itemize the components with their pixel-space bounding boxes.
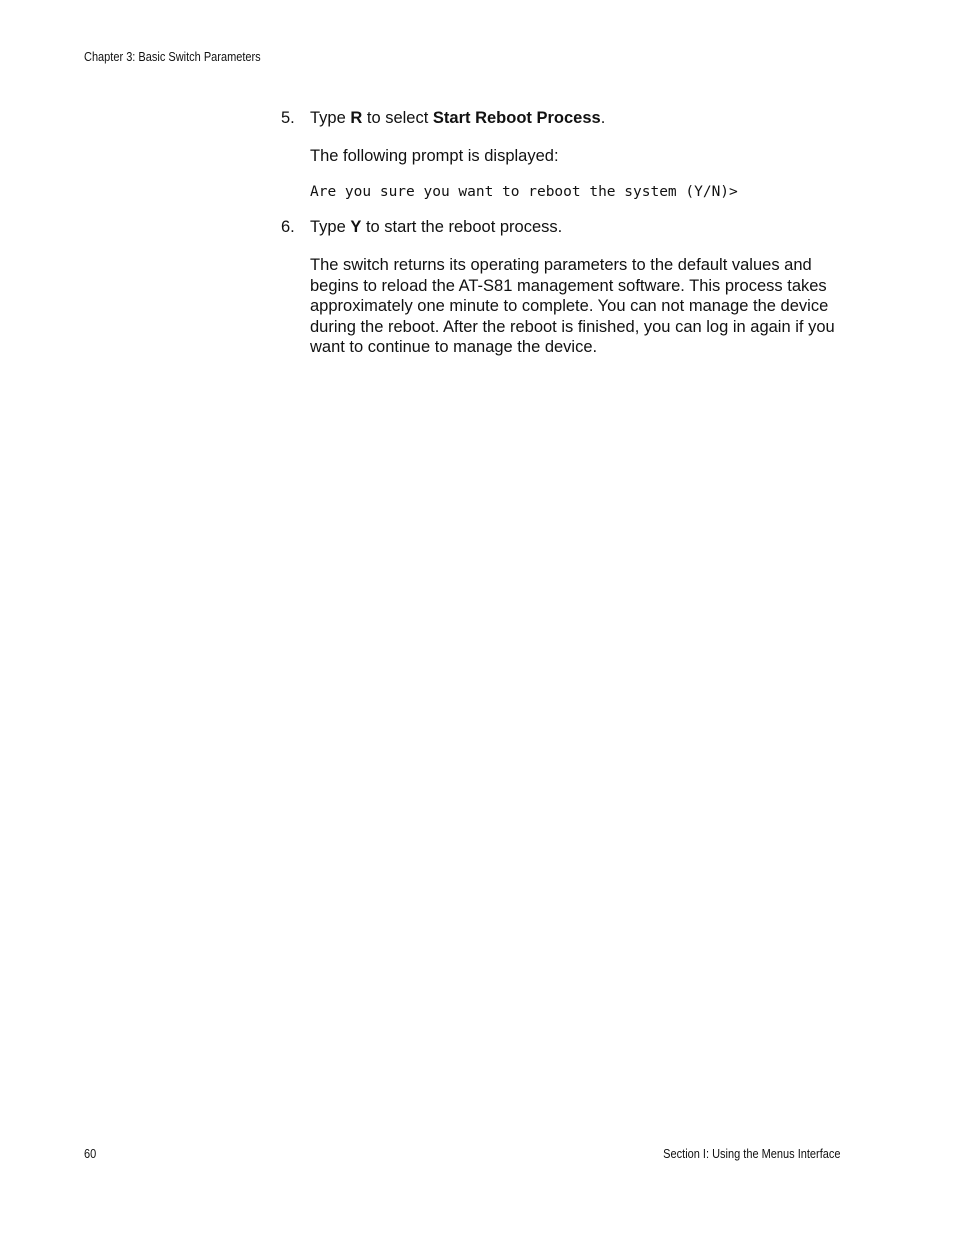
step-text: Type xyxy=(310,109,351,127)
step-6 xyxy=(281,217,841,237)
step-number: 5. xyxy=(281,109,295,127)
page-number: 60 xyxy=(84,1147,97,1161)
step-number: 6. xyxy=(281,218,295,236)
key-name: R xyxy=(350,109,363,127)
key-name: Y xyxy=(350,218,362,236)
description-paragraph: The switch returns its operating parameters to the default values and begins to reload the AT-S81 management software. This process takes approximately one minute to complete. You can not manage the device during the reboot. After the reboot is finished, you can log in again if you want to continue to manage the device. xyxy=(310,256,835,356)
section-title: Section I: Using the Menus Interface xyxy=(662,1147,840,1161)
step-text: to start the reboot process. xyxy=(361,218,563,236)
step-text: to select xyxy=(362,109,433,127)
step-text: Type xyxy=(310,218,351,236)
menu-option-name: Start Reboot Process xyxy=(432,109,601,127)
prompt-intro: The following prompt is displayed: xyxy=(310,147,559,165)
running-header: Chapter 3: Basic Switch Parameters xyxy=(84,50,261,64)
step-5 xyxy=(281,108,841,128)
prompt-code: Are you sure you want to reboot the system (Y/N)> xyxy=(310,184,738,200)
step-text: . xyxy=(600,109,606,127)
